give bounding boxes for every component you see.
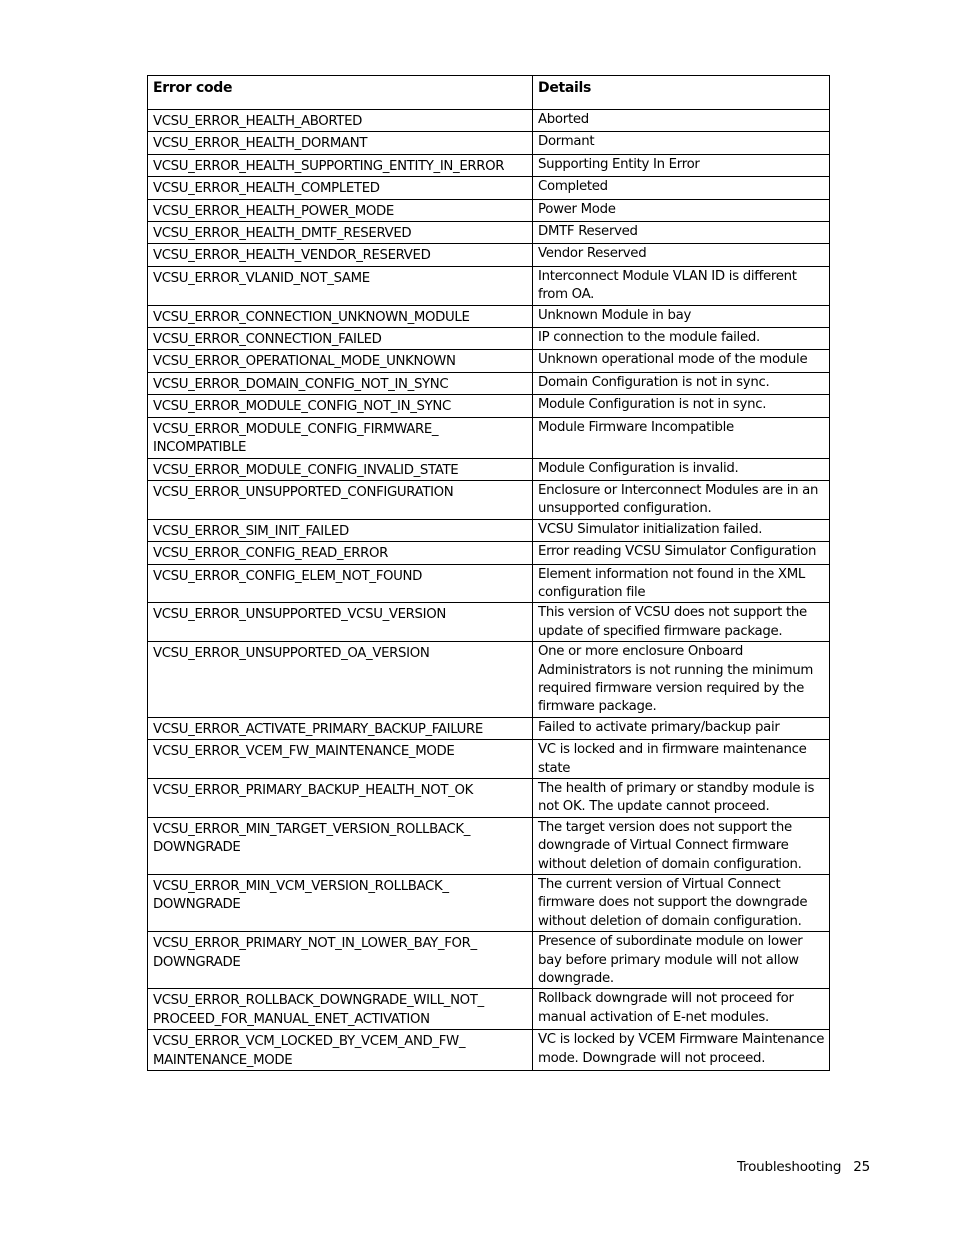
- error-code-cell: VCSU_ERROR_HEALTH_DORMANT: [148, 132, 533, 154]
- error-code-cell: VCSU_ERROR_UNSUPPORTED_VCSU_VERSION: [148, 603, 533, 642]
- error-code-cell: VCSU_ERROR_CONNECTION_FAILED: [148, 328, 533, 350]
- details-cell: Domain Configuration is not in sync.: [533, 372, 830, 394]
- details-cell: The current version of Virtual Connect firmware does not support the downgrade without deletion of domain configuration.: [533, 875, 830, 932]
- details-cell: Module Firmware Incompatible: [533, 417, 830, 458]
- table-row: [148, 305, 830, 327]
- table-row: [148, 603, 830, 642]
- error-code-table: [147, 75, 830, 1071]
- details-cell: Aborted: [533, 110, 830, 132]
- table-row: [148, 817, 830, 874]
- error-code-cell: VCSU_ERROR_VCEM_FW_MAINTENANCE_MODE: [148, 740, 533, 779]
- error-code-cell: VCSU_ERROR_HEALTH_POWER_MODE: [148, 199, 533, 221]
- details-cell: DMTF Reserved: [533, 222, 830, 244]
- details-cell: Vendor Reserved: [533, 244, 830, 266]
- table-row: [148, 480, 830, 519]
- error-code-cell: VCSU_ERROR_OPERATIONAL_MODE_UNKNOWN: [148, 350, 533, 372]
- details-cell: Error reading VCSU Simulator Configuration: [533, 542, 830, 564]
- details-cell: Presence of subordinate module on lower bay before primary module will not allow downgrade.: [533, 932, 830, 989]
- error-code-cell: VCSU_ERROR_MODULE_CONFIG_NOT_IN_SYNC: [148, 395, 533, 417]
- details-cell: Supporting Entity In Error: [533, 154, 830, 176]
- footer-section-title: Troubleshooting: [736, 1159, 842, 1175]
- details-cell: VC is locked and in firmware maintenance state: [533, 740, 830, 779]
- error-code-cell: VCSU_ERROR_MIN_TARGET_VERSION_ROLLBACK_ DOWNGRADE: [148, 817, 533, 874]
- details-cell: This version of VCSU does not support the update of specified firmware package.: [533, 603, 830, 642]
- details-cell: Completed: [533, 177, 830, 199]
- table-row: [148, 542, 830, 564]
- details-cell: Unknown Module in bay: [533, 305, 830, 327]
- error-code-cell: VCSU_ERROR_MIN_VCM_VERSION_ROLLBACK_ DOWNGRADE: [148, 875, 533, 932]
- error-code-cell: VCSU_ERROR_CONFIG_ELEM_NOT_FOUND: [148, 564, 533, 603]
- error-code-cell: VCSU_ERROR_CONNECTION_UNKNOWN_MODULE: [148, 305, 533, 327]
- table-row: [148, 875, 830, 932]
- details-cell: Element information not found in the XML configuration file: [533, 564, 830, 603]
- error-code-cell: VCSU_ERROR_HEALTH_ABORTED: [148, 110, 533, 132]
- details-cell: One or more enclosure Onboard Administrators is not running the minimum required firmware version required by the firmware package.: [533, 642, 830, 718]
- error-code-cell: VCSU_ERROR_HEALTH_DMTF_RESERVED: [148, 222, 533, 244]
- error-code-cell: VCSU_ERROR_VCM_LOCKED_BY_VCEM_AND_FW_ MAINTENANCE_MODE: [148, 1030, 533, 1071]
- error-code-cell: VCSU_ERROR_ROLLBACK_DOWNGRADE_WILL_NOT_ PROCEED_FOR_MANUAL_ENET_ACTIVATION: [148, 989, 533, 1030]
- details-cell: Interconnect Module VLAN ID is different from OA.: [533, 266, 830, 305]
- details-cell: Dormant: [533, 132, 830, 154]
- column-header-details: Details: [533, 76, 830, 110]
- table-row: [148, 154, 830, 176]
- error-code-cell: VCSU_ERROR_HEALTH_SUPPORTING_ENTITY_IN_ERROR: [148, 154, 533, 176]
- details-cell: Enclosure or Interconnect Modules are in an unsupported configuration.: [533, 480, 830, 519]
- column-header-error-code: Error code: [148, 76, 533, 110]
- table-row: [148, 779, 830, 818]
- table-row: [148, 1030, 830, 1071]
- details-cell: IP connection to the module failed.: [533, 328, 830, 350]
- table-row: [148, 458, 830, 480]
- error-code-cell: VCSU_ERROR_DOMAIN_CONFIG_NOT_IN_SYNC: [148, 372, 533, 394]
- error-code-cell: VCSU_ERROR_PRIMARY_BACKUP_HEALTH_NOT_OK: [148, 779, 533, 818]
- error-code-cell: VCSU_ERROR_VLANID_NOT_SAME: [148, 266, 533, 305]
- details-cell: Rollback downgrade will not proceed for manual activation of E-net modules.: [533, 989, 830, 1030]
- details-cell: VC is locked by VCEM Firmware Maintenance mode. Downgrade will not proceed.: [533, 1030, 830, 1071]
- table-row: [148, 372, 830, 394]
- details-cell: Module Configuration is invalid.: [533, 458, 830, 480]
- table-row: [148, 199, 830, 221]
- table-row: [148, 132, 830, 154]
- table-body: [148, 110, 830, 1071]
- table-row: [148, 395, 830, 417]
- table-row: [148, 222, 830, 244]
- details-cell: Failed to activate primary/backup pair: [533, 717, 830, 739]
- error-code-cell: VCSU_ERROR_SIM_INIT_FAILED: [148, 519, 533, 541]
- table-row: [148, 989, 830, 1030]
- page-number: 25: [853, 1159, 870, 1175]
- table-header-row: [148, 76, 830, 110]
- table-row: [148, 642, 830, 718]
- details-cell: The health of primary or standby module is not OK. The update cannot proceed.: [533, 779, 830, 818]
- details-cell: Module Configuration is not in sync.: [533, 395, 830, 417]
- page-footer: [737, 1159, 870, 1175]
- details-cell: Power Mode: [533, 199, 830, 221]
- table-row: [148, 519, 830, 541]
- table-row: [148, 266, 830, 305]
- table-row: [148, 328, 830, 350]
- error-code-cell: VCSU_ERROR_UNSUPPORTED_CONFIGURATION: [148, 480, 533, 519]
- table-row: [148, 564, 830, 603]
- table-row: [148, 177, 830, 199]
- table-row: [148, 244, 830, 266]
- table-row: [148, 417, 830, 458]
- error-code-cell: VCSU_ERROR_ACTIVATE_PRIMARY_BACKUP_FAILURE: [148, 717, 533, 739]
- details-cell: VCSU Simulator initialization failed.: [533, 519, 830, 541]
- table-row: [148, 932, 830, 989]
- error-code-cell: VCSU_ERROR_HEALTH_VENDOR_RESERVED: [148, 244, 533, 266]
- table-row: [148, 110, 830, 132]
- error-code-cell: VCSU_ERROR_PRIMARY_NOT_IN_LOWER_BAY_FOR_ DOWNGRADE: [148, 932, 533, 989]
- error-code-cell: VCSU_ERROR_HEALTH_COMPLETED: [148, 177, 533, 199]
- table-row: [148, 350, 830, 372]
- details-cell: Unknown operational mode of the module: [533, 350, 830, 372]
- error-code-cell: VCSU_ERROR_MODULE_CONFIG_FIRMWARE_ INCOMPATIBLE: [148, 417, 533, 458]
- table-row: [148, 740, 830, 779]
- error-code-cell: VCSU_ERROR_MODULE_CONFIG_INVALID_STATE: [148, 458, 533, 480]
- details-cell: The target version does not support the downgrade of Virtual Connect firmware without deletion of domain configuration.: [533, 817, 830, 874]
- table-row: [148, 717, 830, 739]
- error-code-cell: VCSU_ERROR_UNSUPPORTED_OA_VERSION: [148, 642, 533, 718]
- error-code-cell: VCSU_ERROR_CONFIG_READ_ERROR: [148, 542, 533, 564]
